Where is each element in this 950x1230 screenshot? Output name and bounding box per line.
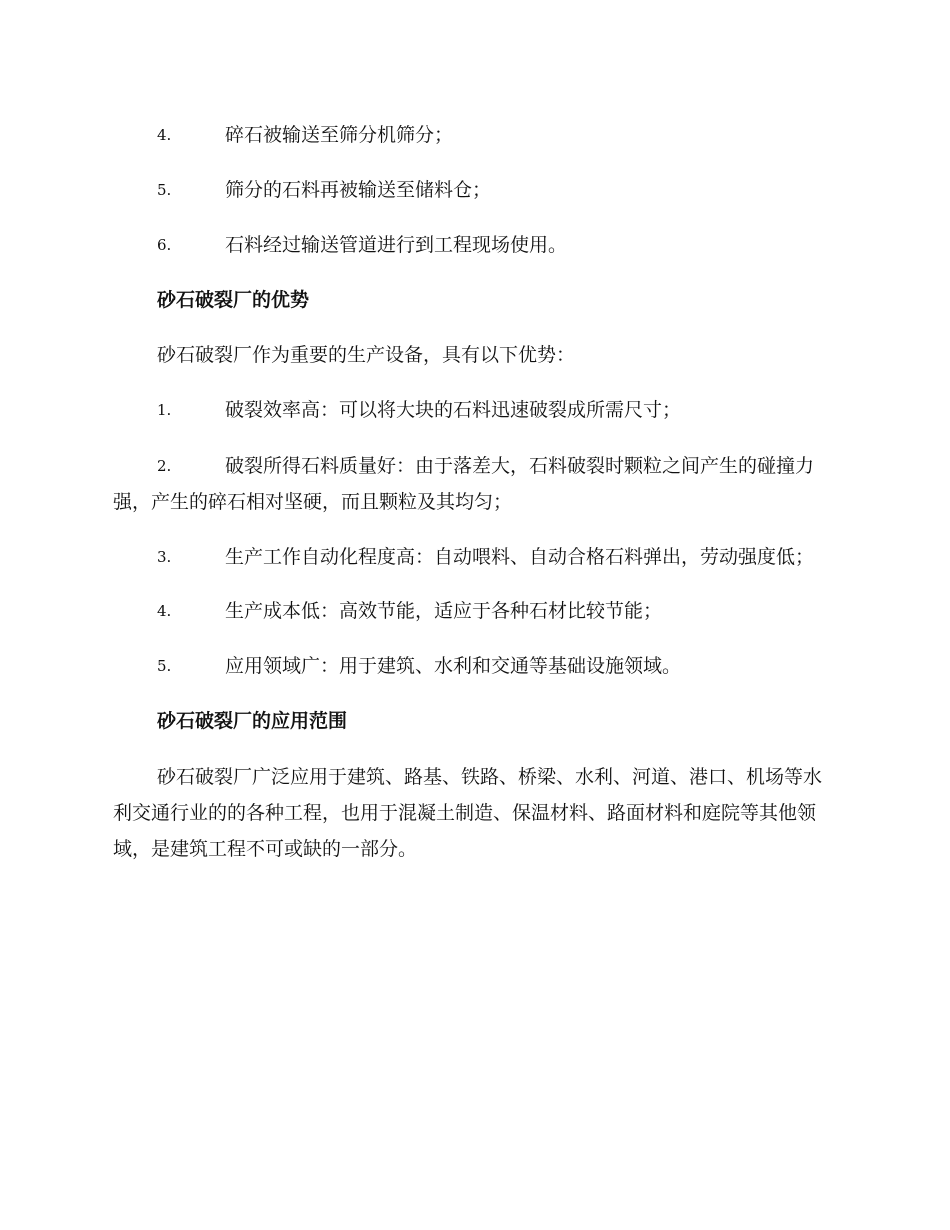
list-item (113, 639, 835, 694)
list-item (113, 584, 835, 639)
list-item (113, 218, 835, 273)
section-heading-advantages: 砂石破裂厂的优势 (157, 289, 310, 311)
list-item-text: 生产工作自动化程度高：自动喂料、自动合格石料弹出，劳动强度低； (225, 546, 815, 568)
list-item-number: 2. (157, 457, 172, 475)
list-item-number: 4. (157, 602, 172, 620)
list-item-number: 5. (157, 657, 172, 675)
list-item-number: 6. (157, 236, 172, 254)
document-content (113, 108, 835, 867)
list-item-text: 石料经过输送管道进行到工程现场使用。 (225, 234, 568, 256)
advantages-intro: 砂石破裂厂作为重要的生产设备，具有以下优势： (157, 344, 576, 366)
list-item-text: 破裂效率高：可以将大块的石料迅速破裂成所需尺寸； (225, 399, 682, 421)
list-item-text: 应用领域广：用于建筑、水利和交通等基础设施领域。 (225, 655, 682, 677)
list-item (113, 529, 835, 584)
list-item (113, 163, 835, 218)
list-item-text: 破裂所得石料质量好：由于落差大，石料破裂时颗粒之间产生的碰撞力强，产生的碎石相对坚硬，而且颗粒及其均匀； (113, 455, 815, 513)
list-item-text: 碎石被输送至筛分机筛分； (225, 124, 454, 146)
section-heading-scope: 砂石破裂厂的应用范围 (157, 710, 348, 732)
list-item-text: 生产成本低：高效节能，适应于各种石材比较节能； (225, 600, 663, 622)
list-item-number: 3. (157, 548, 172, 566)
scope-paragraph: 砂石破裂厂广泛应用于建筑、路基、铁路、桥梁、水利、河道、港口、机场等水利交通行业的的各种工程，也用于混凝土制造、保温材料、路面材料和庭院等其他领域，是建筑工程不可或缺的一部分。 (113, 766, 823, 860)
list-item-number: 5. (157, 181, 172, 199)
list-item (113, 438, 835, 529)
list-item-text: 筛分的石料再被输送至储料仓； (225, 179, 492, 201)
list-item-number: 4. (157, 126, 172, 144)
list-item (113, 383, 835, 438)
list-item (113, 108, 835, 163)
list-item-number: 1. (157, 401, 172, 419)
